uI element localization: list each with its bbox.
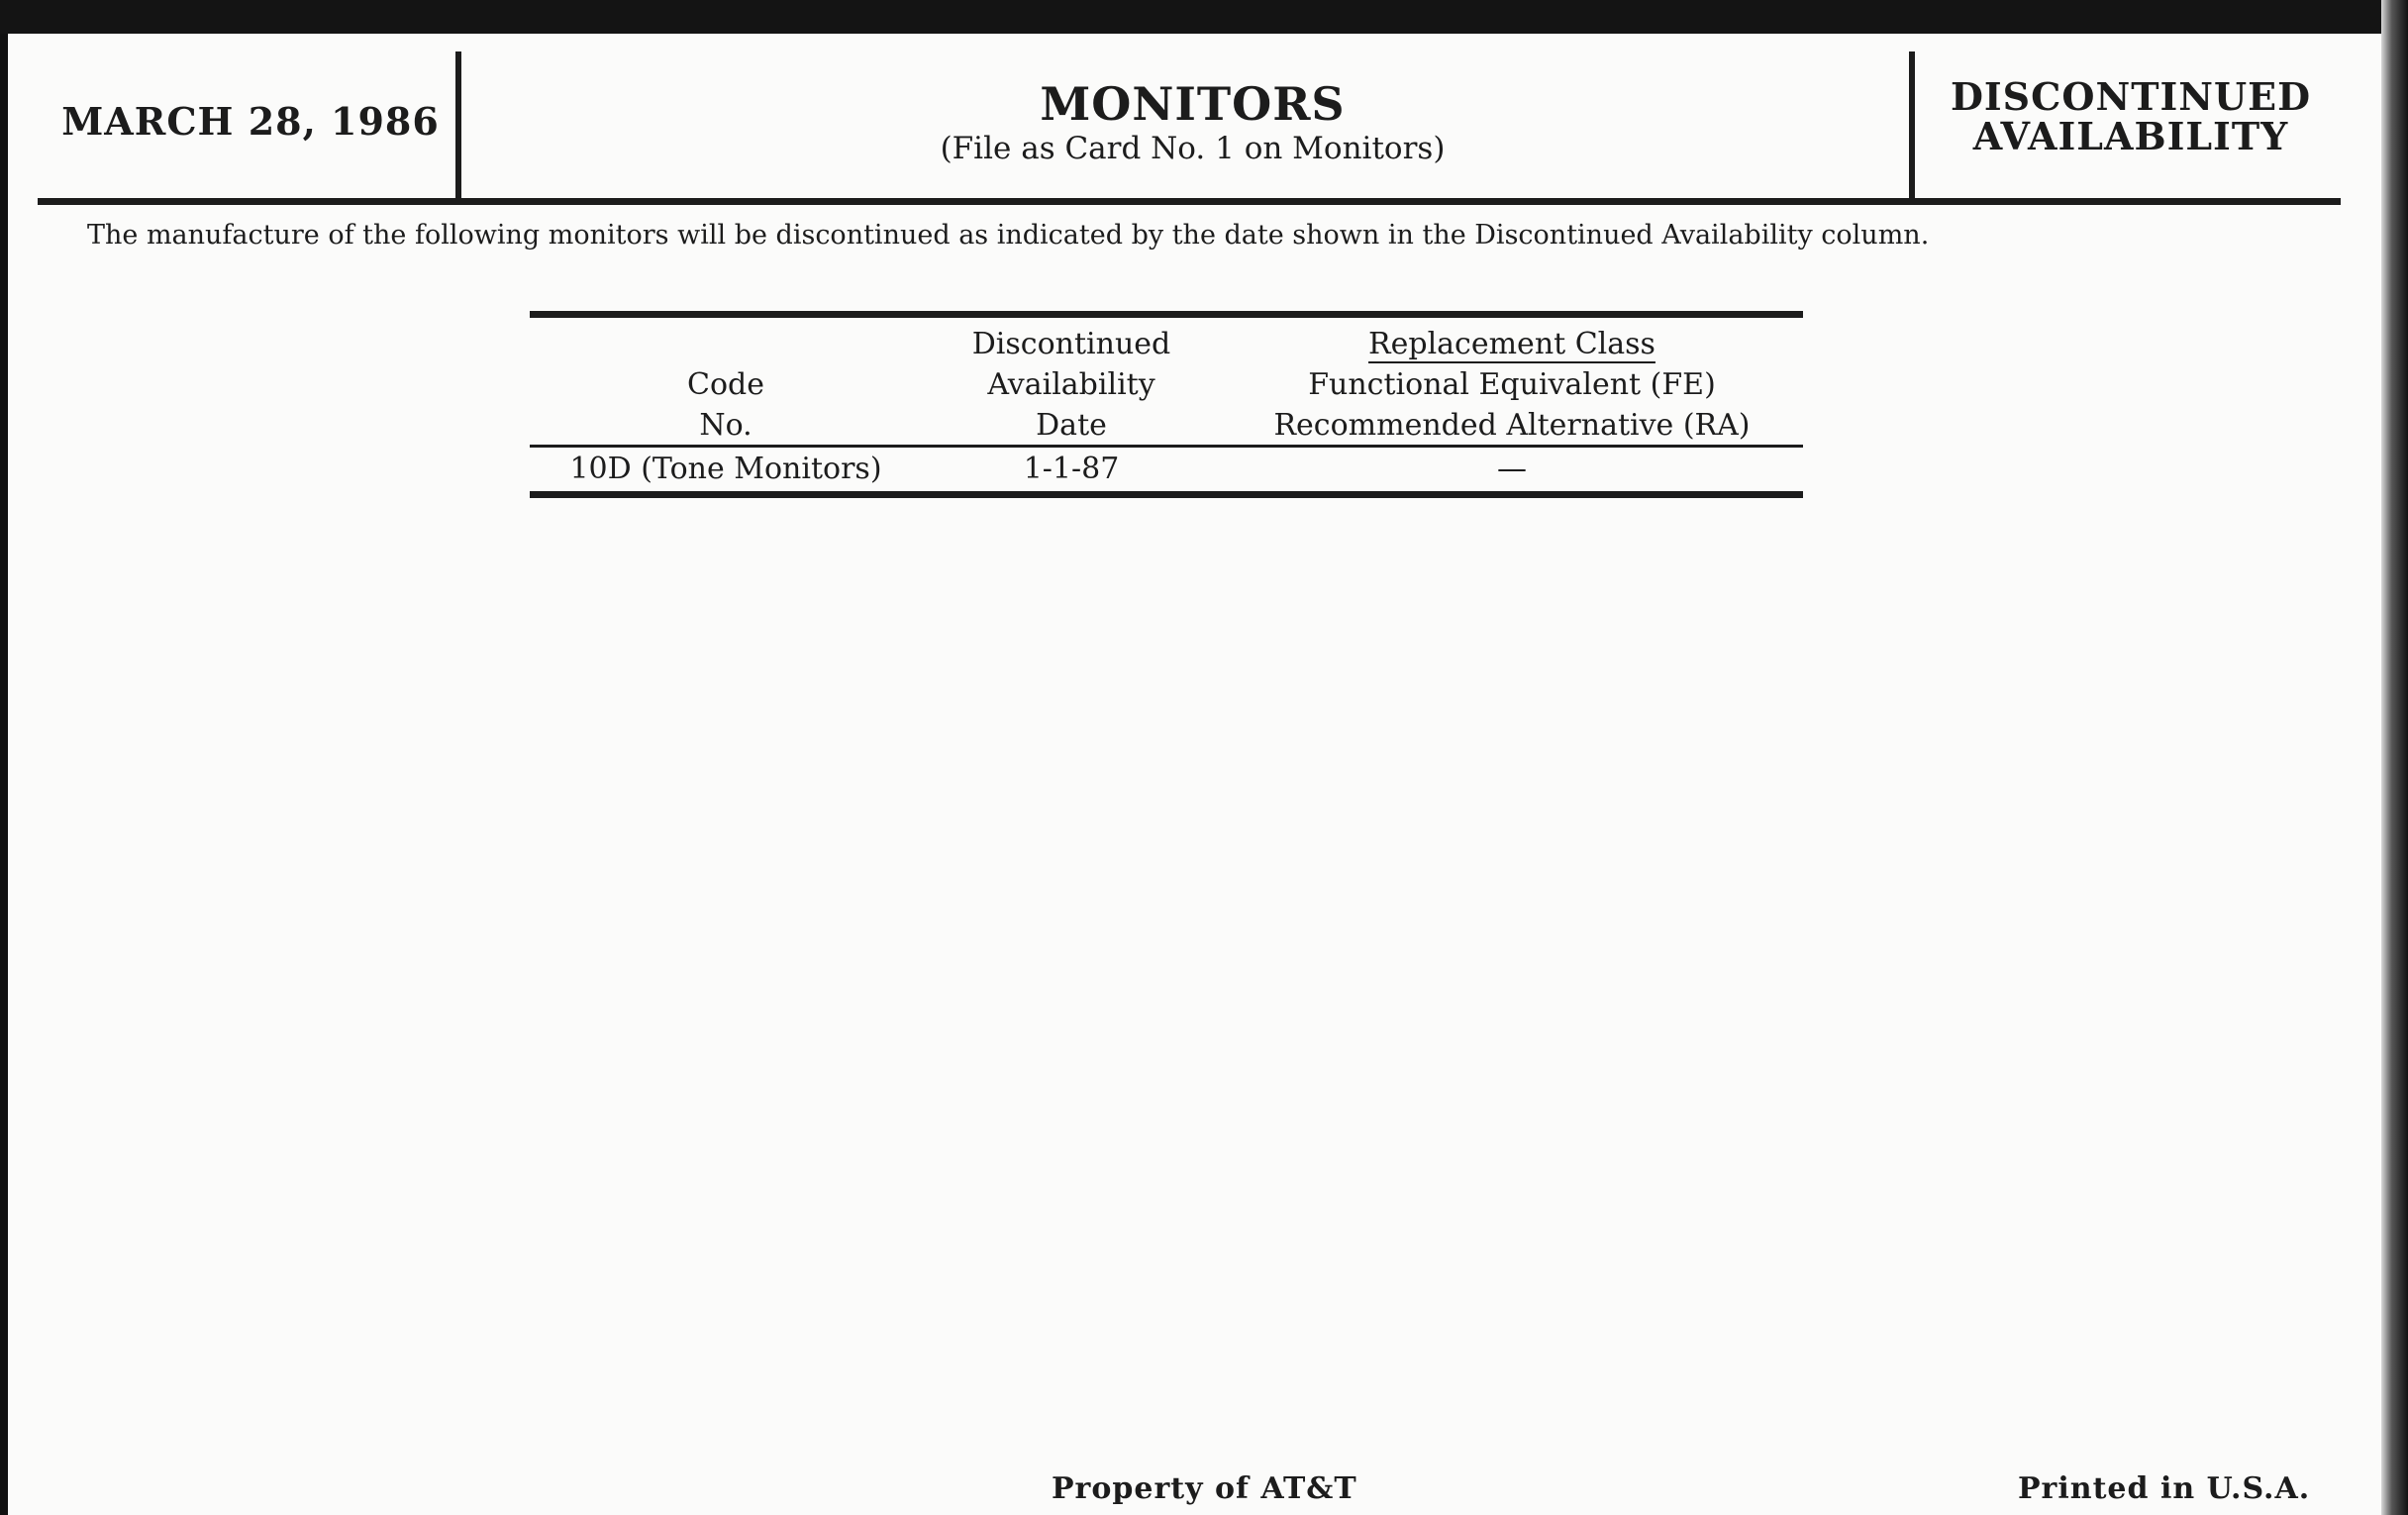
header-replacement-line-2: Functional Equivalent (FE) — [1308, 367, 1716, 402]
header-replacement-line-1 — [1221, 324, 1803, 364]
footer-property: Property of AT&T — [1052, 1471, 1357, 1506]
header-status-cell — [1923, 34, 2339, 200]
footer-printed: Printed in U.S.A. — [2018, 1471, 2311, 1506]
header-rule — [38, 198, 2341, 205]
replacement-class-label: Replacement Class — [1368, 327, 1656, 361]
header-date-cell — [38, 34, 463, 200]
table-row — [530, 448, 1803, 491]
intro-paragraph: The manufacture of the following monitors will be discontinued as indicated by the date shown in the Discontinued Availability column. — [87, 220, 1930, 251]
header-date-line-2: Availability — [987, 367, 1155, 402]
header-replacement — [1221, 324, 1803, 446]
scan-right-edge — [2381, 0, 2408, 1515]
cell-date: 1-1-87 — [1023, 452, 1120, 486]
table-header — [530, 318, 1803, 445]
cell-replacement: — — [1497, 452, 1527, 486]
page-title: MONITORS — [1040, 77, 1346, 131]
status-line-1: DISCONTINUED — [1950, 74, 2312, 119]
page-subtitle: (File as Card No. 1 on Monitors) — [940, 131, 1446, 166]
status-line-2: AVAILABILITY — [1972, 114, 2289, 158]
discontinued-table — [530, 311, 1803, 498]
table-bottom-rule — [530, 491, 1803, 498]
scan-top-edge — [0, 0, 2408, 34]
header-date: MARCH 28, 1986 — [61, 98, 440, 144]
header-title-cell — [465, 34, 1920, 200]
header-date — [922, 324, 1221, 446]
table-top-rule — [530, 311, 1803, 318]
header-code-line-1: Code — [687, 367, 764, 402]
cell-code: 10D (Tone Monitors) — [569, 452, 882, 486]
header-date-line-1: Discontinued — [971, 327, 1171, 361]
document-header — [8, 34, 2381, 202]
header-date-line-3: Date — [1036, 408, 1107, 443]
header-code — [530, 364, 922, 446]
header-code-line-2: No. — [699, 408, 752, 443]
header-divider-right — [1909, 51, 1915, 200]
document-card — [8, 34, 2381, 1515]
header-divider-left — [455, 51, 461, 200]
header-replacement-line-3: Recommended Alternative (RA) — [1273, 408, 1751, 443]
